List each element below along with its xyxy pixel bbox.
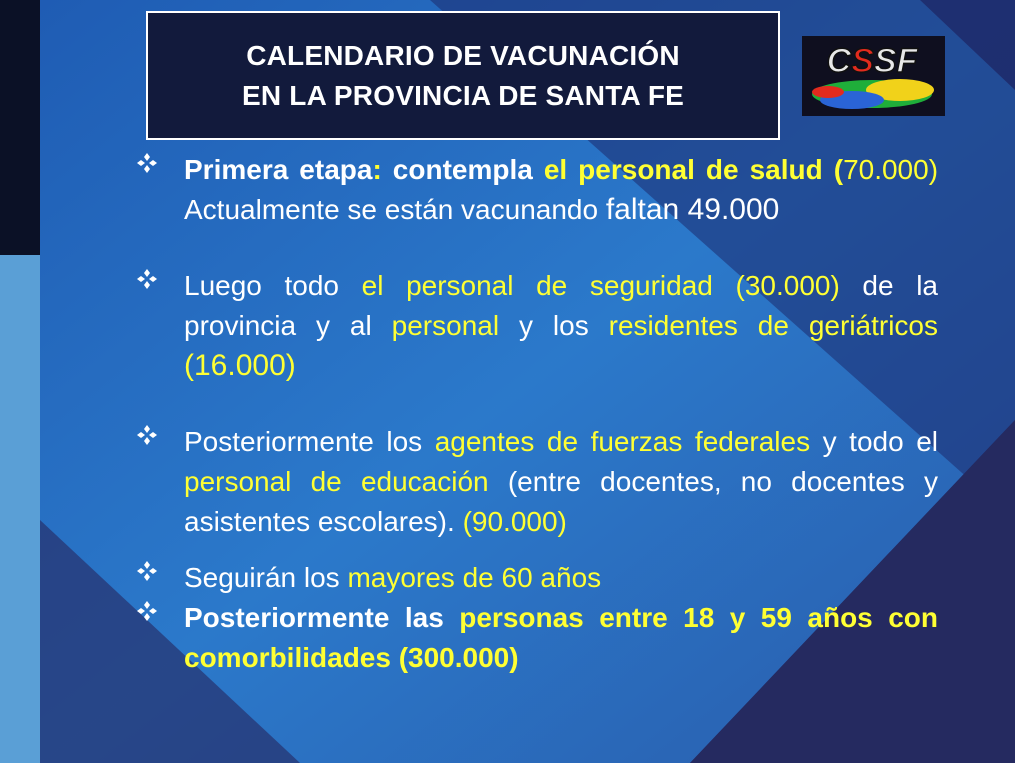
bullet-list bbox=[136, 150, 938, 678]
text-personal-seguridad: el personal de seguridad (30.000) bbox=[361, 270, 840, 301]
text-personal-educacion: personal de educación bbox=[184, 466, 489, 497]
text-residentes-geriatricos: residentes de geriátricos bbox=[608, 310, 939, 341]
cssf-logo-graphic bbox=[802, 36, 945, 116]
text-seguiran-los: Seguirán los bbox=[184, 562, 348, 593]
text-primera-etapa: Primera etapa bbox=[184, 154, 373, 185]
diamond-bullet-icon bbox=[136, 152, 158, 174]
diamond-bullet-icon bbox=[136, 424, 158, 446]
title-line-1: CALENDARIO DE VACUNACIÓN bbox=[246, 39, 680, 71]
diamond-bullet-icon bbox=[136, 268, 158, 290]
text-90000: (90.000) bbox=[462, 506, 567, 537]
bullet-primera-etapa bbox=[136, 150, 938, 230]
text-contempla: contempla bbox=[381, 154, 544, 185]
text-de-la-provincia: de la provincia y al bbox=[184, 270, 939, 341]
bullet-comorbilidades bbox=[136, 598, 938, 678]
diamond-bullet-icon bbox=[136, 560, 158, 582]
text-personal-salud: el personal de salud bbox=[543, 154, 823, 185]
text-y-los: y los bbox=[499, 310, 609, 341]
text-fuerzas-federales: agentes de fuerzas federales bbox=[434, 426, 811, 457]
text-faltan: faltan bbox=[605, 193, 680, 226]
text-personal: personal bbox=[391, 310, 500, 341]
bullet-fuerzas-educacion bbox=[136, 422, 938, 542]
text-colon: : bbox=[372, 154, 382, 185]
text-49000: 49.000 bbox=[679, 193, 780, 226]
cssf-logo bbox=[802, 36, 945, 116]
bullet-mayores-60 bbox=[136, 558, 938, 598]
title-line-2: EN LA PROVINCIA DE SANTA FE bbox=[241, 79, 684, 111]
text-luego-todo: Luego todo bbox=[184, 270, 362, 301]
sidebar-light-block bbox=[0, 255, 40, 763]
sidebar-dark-block bbox=[0, 0, 40, 255]
text-entre-docentes: (entre docentes, no docentes y asistentes escolares). bbox=[184, 466, 939, 537]
bullet-seguridad bbox=[136, 266, 938, 386]
text-y-todo-el: y todo el bbox=[810, 426, 938, 457]
title-box bbox=[146, 11, 780, 140]
text-paren-open: ( bbox=[822, 154, 844, 185]
text-mayores-60: mayores de 60 años bbox=[347, 562, 602, 593]
text-posteriormente-los: Posteriormente los bbox=[184, 426, 435, 457]
text-actualmente: Actualmente se están vacunando bbox=[184, 194, 606, 225]
text-16000: (16.000) bbox=[184, 349, 296, 382]
text-personas-comorbilidades: personas entre 18 y 59 años con comorbilidades (300.000) bbox=[184, 602, 938, 673]
text-posteriormente-las: Posteriormente las bbox=[184, 602, 460, 633]
svg-text:CSSF: CSSF bbox=[826, 42, 918, 80]
diamond-bullet-icon bbox=[136, 600, 158, 622]
text-70000: 70.000) bbox=[843, 154, 939, 185]
